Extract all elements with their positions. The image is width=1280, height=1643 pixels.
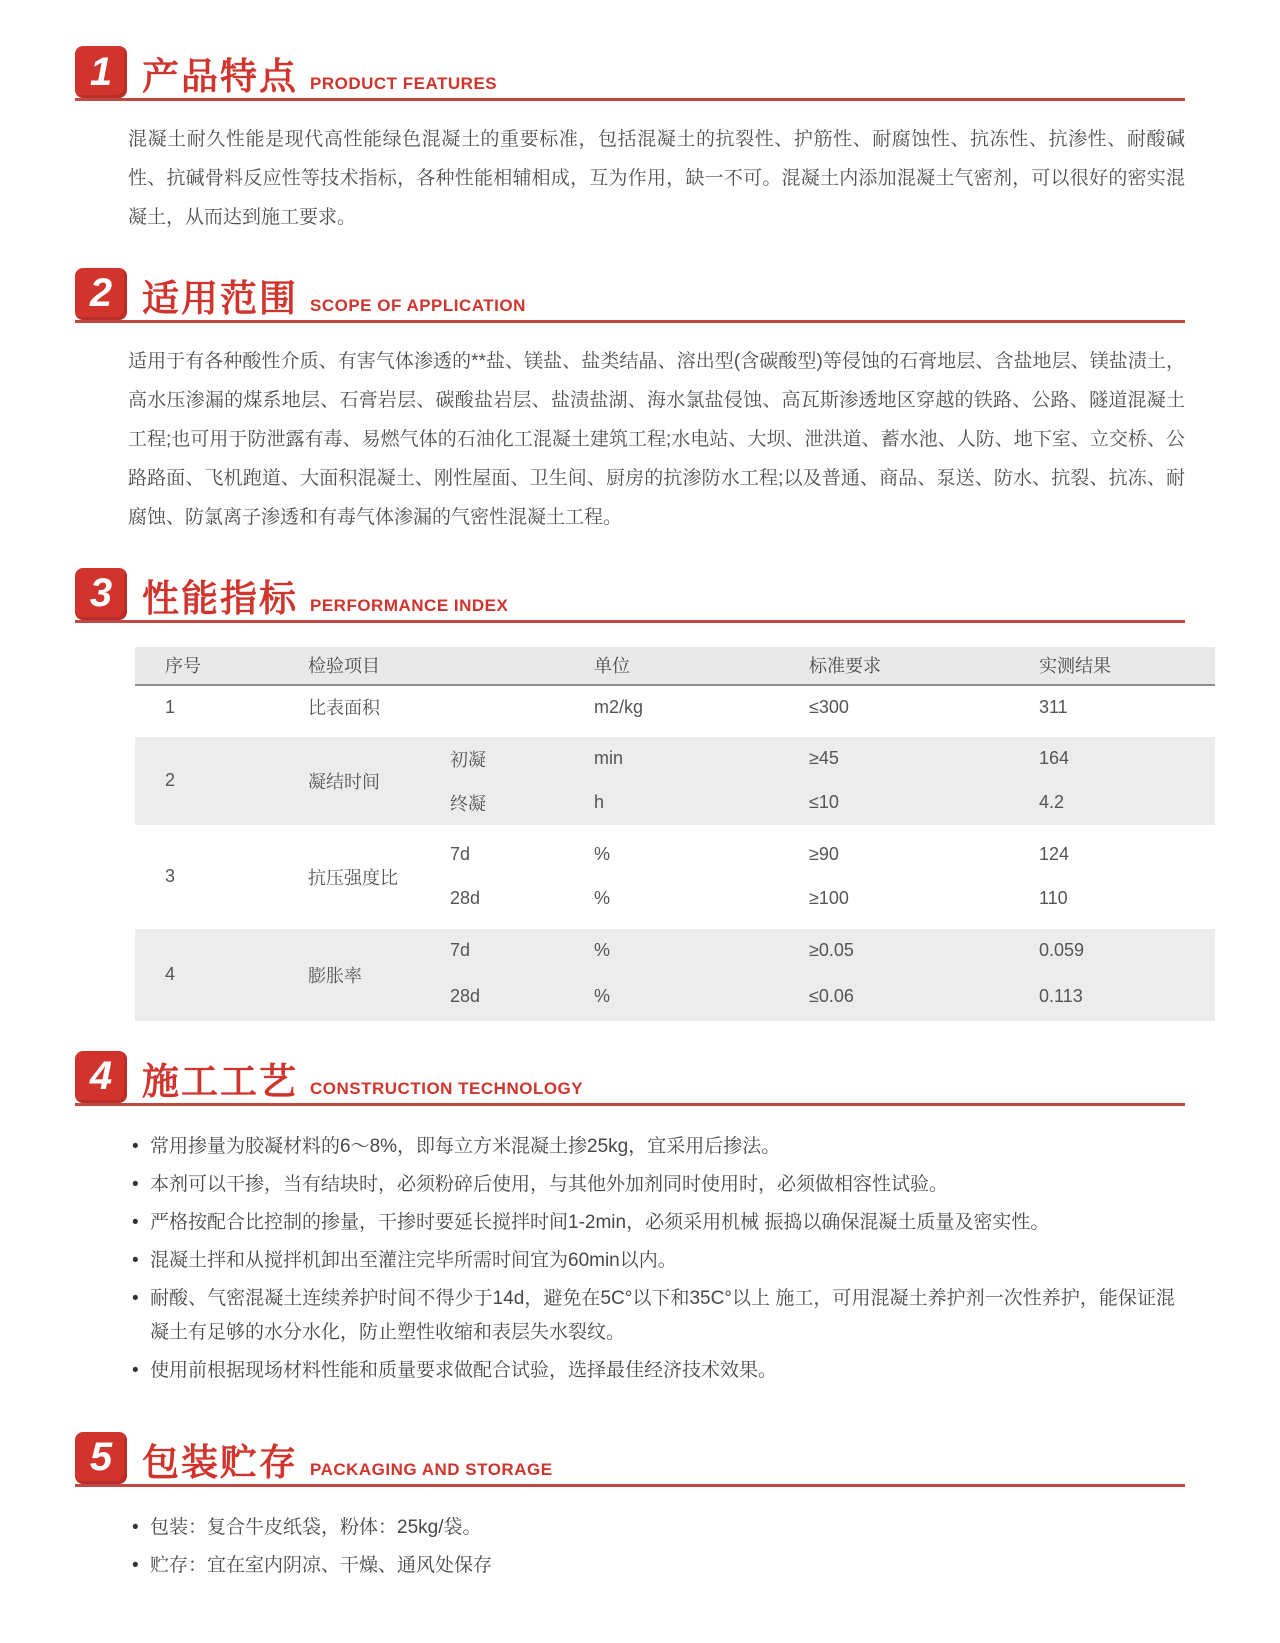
product-features-paragraph: 混凝土耐久性能是现代高性能绿色混凝土的重要标准，包括混凝土的抗裂性、护筋性、耐腐蚀性、抗冻性、抗渗性、耐酸碱性、抗碱骨料反应性等技术指标，各种性能相辅相成，互为作用，缺一不可。混凝土内添加混凝土气密剂，可以很好的密实混凝土，从而达到施工要求。: [128, 129, 1185, 228]
section-scope-of-application: [75, 268, 1185, 538]
section-1-title-zh: 产品特点: [142, 56, 298, 97]
table-row-compressive-7d: [135, 829, 1215, 877]
cell-unit: %: [560, 973, 775, 1021]
construction-bullet: • 严格按配合比控制的掺量，干掺时要延长搅拌时间1-2min，必须采用机械 振捣以确保混凝土质量及密实性。: [130, 1206, 1175, 1240]
cell-result: 0.113: [1005, 973, 1215, 1021]
table-row-setting-time-initial: [135, 733, 1215, 781]
section-4-number: 4: [89, 1054, 113, 1098]
section-4-titles: [142, 1060, 584, 1103]
cell-requirement: ≥90: [775, 829, 1005, 877]
section-4-title-en: CONSTRUCTION TECHNOLOGY: [310, 1078, 584, 1098]
cell-unit: min: [560, 733, 775, 781]
construction-bullet: • 使用前根据现场材料性能和质量要求做配合试验，选择最佳经济技术效果。: [130, 1354, 1175, 1388]
section-3-titles: [142, 577, 509, 620]
section-2-title-zh: 适用范围: [142, 277, 298, 319]
section-3-header: [75, 568, 1185, 623]
construction-bullet: • 本剂可以干掺，当有结块时，必须粉碎后使用，与其他外加剂同时使用时，必须做相容性试验。: [130, 1168, 1175, 1202]
section-product-features: [75, 46, 1185, 238]
performance-index-table: [135, 647, 1215, 1021]
packaging-bullet-list: [130, 1511, 1175, 1583]
section-5-number: 5: [89, 1435, 113, 1479]
cell-sub-item: 28d: [450, 888, 481, 908]
table-row-specific-surface: [135, 685, 1215, 733]
packaging-bullet: • 贮存：宜在室内阴凉、干燥、通风处保存: [130, 1549, 1175, 1583]
cell-result: 164: [1005, 733, 1215, 781]
cell-requirement: ≥100: [809, 888, 849, 908]
cell-item: 凝结时间: [240, 733, 435, 829]
cell-requirement: ≥45: [775, 733, 1005, 781]
section-5-title-en: PACKAGING AND STORAGE: [310, 1459, 553, 1479]
construction-bullet: • 混凝土拌和从搅拌机卸出至灌注完毕所需时间宜为60min以内。: [130, 1244, 1175, 1278]
section-packaging-and-storage: [75, 1432, 1185, 1583]
packaging-bullet: • 包装：复合牛皮纸袋，粉体：25kg/袋。: [130, 1511, 1175, 1545]
section-3-title-en: PERFORMANCE INDEX: [310, 595, 509, 615]
section-4-title-zh: 施工工艺: [142, 1060, 298, 1102]
section-2-number-badge: [75, 268, 127, 320]
construction-bullet-list: [130, 1130, 1175, 1388]
cell-result: 4.2: [1005, 781, 1215, 829]
cell-result: 311: [1039, 696, 1068, 717]
section-3-title-zh: 性能指标: [142, 577, 298, 619]
section-1-number: 1: [89, 49, 113, 94]
section-1-titles: [142, 58, 497, 98]
header-cell-result: 实测结果: [1005, 647, 1215, 685]
header-cell-unit: 单位: [560, 647, 775, 685]
cell-sub-item: 终凝: [435, 781, 560, 829]
cell-unit: h: [560, 781, 775, 829]
section-3-number: 3: [89, 571, 113, 615]
section-construction-technology: [75, 1051, 1185, 1388]
cell-unit: %: [594, 888, 611, 908]
cell-no: 3: [135, 829, 240, 925]
cell-unit: %: [560, 829, 775, 877]
section-2-titles: [142, 277, 526, 320]
scope-of-application-paragraph: 适用于有各种酸性介质、有害气体渗透的**盐、镁盐、盐类结晶、溶出型(含碳酸型)等侵蚀的石膏地层、含盐地层、镁盐渍土，高水压渗漏的煤系地层、石膏岩层、碳酸盐岩层、盐渍盐湖、海水氯盐侵蚀、高瓦斯渗透地区穿越的铁路、公路、隧道混凝土工程;也可用于防泄露有毒、易燃气体的石油化工混凝土建筑工程;水电站、大坝、泄洪道、蓄水池、人防、地下室、立交桥、公路路面、飞机跑道、大面积混凝土、刚性屋面、卫生间、厨房的抗渗防水工程;以及普通、商品、泵送、防水、抗裂、抗冻、耐腐蚀、防氯离子渗透和有毒气体渗漏的气密性混凝土工程。: [128, 350, 1185, 528]
cell-requirement: ≥0.05: [775, 925, 1005, 973]
cell-no: 1: [165, 696, 176, 717]
section-1-number-badge: [75, 46, 127, 98]
section-5-titles: [142, 1441, 553, 1484]
section-5-title-zh: 包装贮存: [142, 1441, 298, 1483]
cell-sub-item: 7d: [435, 829, 560, 877]
cell-unit: m2/kg: [594, 696, 644, 717]
section-2-header: [75, 268, 1185, 323]
cell-sub-item: 初凝: [435, 733, 560, 781]
section-5-header: [75, 1432, 1185, 1487]
cell-no: 2: [135, 733, 240, 829]
construction-bullet: • 常用掺量为胶凝材料的6～8%，即每立方米混凝土掺25kg，宜采用后掺法。: [130, 1130, 1175, 1164]
table-row-expansion-7d: [135, 925, 1215, 973]
cell-no: 4: [135, 925, 240, 1021]
header-cell-item: 检验项目: [240, 647, 560, 685]
cell-result: 124: [1005, 829, 1215, 877]
table-header-row: [135, 647, 1215, 685]
cell-requirement: ≤300: [809, 696, 849, 717]
section-performance-index: [75, 568, 1185, 1021]
section-3-number-badge: [75, 568, 127, 620]
cell-requirement: ≤0.06: [775, 973, 1005, 1021]
section-4-number-badge: [75, 1051, 127, 1103]
section-2-title-en: SCOPE OF APPLICATION: [310, 295, 526, 315]
cell-unit: %: [560, 925, 775, 973]
cell-sub-item: 28d: [435, 973, 560, 1021]
section-1-title-en: PRODUCT FEATURES: [310, 74, 498, 93]
cell-item: 抗压强度比: [240, 829, 435, 925]
section-4-header: [75, 1051, 1185, 1106]
cell-result: 110: [1039, 888, 1068, 908]
cell-item: 膨胀率: [240, 925, 435, 1021]
header-cell-requirement: 标准要求: [775, 647, 1005, 685]
cell-sub-item: 7d: [435, 925, 560, 973]
cell-requirement: ≤10: [775, 781, 1005, 829]
cell-item: 比表面积: [308, 698, 380, 718]
header-cell-no: 序号: [135, 647, 240, 685]
construction-bullet: • 耐酸、气密混凝土连续养护时间不得少于14d，避免在5C°以下和35C°以上 施工，可用混凝土养护剂一次性养护，能保证混凝土有足够的水分水化，防止塑性收缩和表层失水裂纹。: [130, 1282, 1175, 1350]
table-header-row-group: [135, 647, 1215, 685]
section-2-number: 2: [89, 271, 113, 316]
section-1-header: [75, 46, 1185, 101]
cell-result: 0.059: [1005, 925, 1215, 973]
section-5-number-badge: [75, 1432, 127, 1484]
